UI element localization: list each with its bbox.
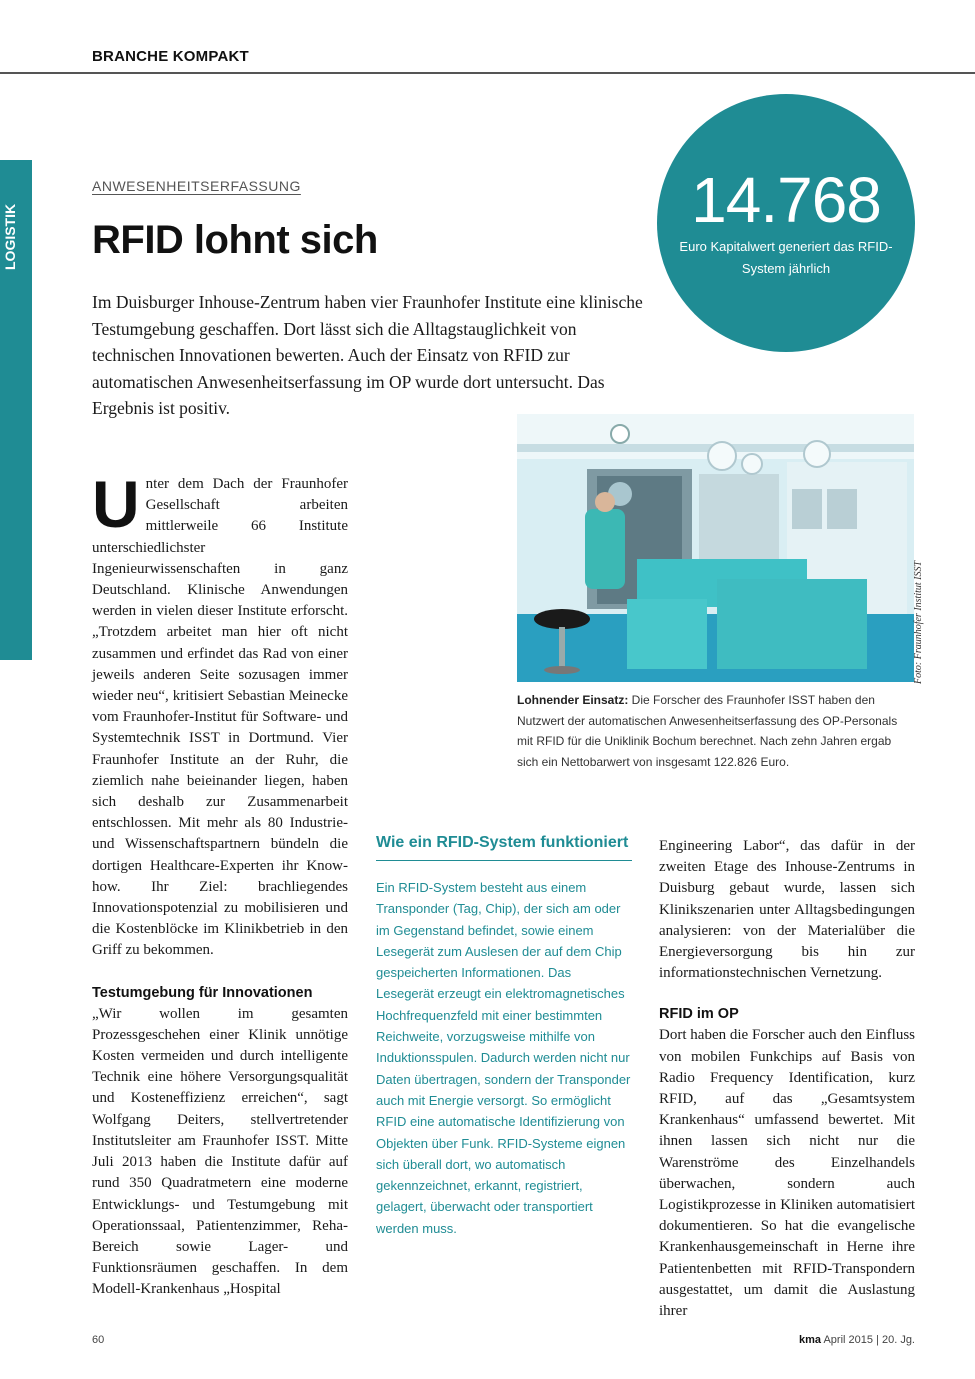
header-rule: [0, 72, 975, 74]
caption-lead: Lohnender Einsatz:: [517, 693, 629, 707]
dropcap: U: [92, 467, 140, 541]
article-kicker: ANWESENHEITSERFASSUNG: [92, 178, 301, 194]
page-number: 60: [92, 1334, 105, 1346]
infobox: [376, 834, 632, 1239]
footer-brand: kma: [798, 1334, 822, 1346]
photo-caption: [517, 690, 912, 772]
body-paragraph-3: Engineering Labor“, das dafür in der zweiten Etage des Inhouse-Zentrums in Duisburg gebaut wurde, lassen sich Klinikszenarien unter Alltagsbedingungen analysieren: von der Materialüber die Energieversorgung bis hin zur informationstechnischen Vernetzung.: [659, 838, 915, 982]
stat-circle: [657, 94, 915, 352]
article-lead: Im Duisburger Inhouse-Zentrum haben vier Fraunhofer Institute eine klinische Testumgebung geschaffen. Dort lässt sich die Alltagstauglichkeit von technischen Innovationen bewerten. Auch der Einsatz von RFID zur automatischen Anwesenheitserfassung im OP wurde dort untersucht. Das Ergebnis ist positiv.: [92, 292, 643, 418]
article-headline: RFID lohnt sich: [92, 218, 378, 262]
body-column-1: [92, 467, 348, 1301]
subhead-rfid-im-op: RFID im OP: [659, 1006, 739, 1023]
infobox-text: Ein RFID-System besteht aus einem Transponder (Tag, Chip), der sich am oder im Gegenstand befindet, sowie einem Lesegerät zum Auslesen der auf dem Chip gespeicherten Informationen. Das Lesegerät erzeugt ein elektromagnetisches Hochfrequenzfeld mit einer bestimmten Reichweite, vorzugsweise mithilfe von Induktionsspulen. Dadurch werden nicht nur Daten übertragen, sondern der Transponder auch mit Energie versorgt. So ermöglicht RFID eine automatische Identifizierung von Objekten über Funk. RFID-Systeme eignen sich überall dort, wo automatisch gekennzeichnet, erkannt, registriert, gelagert, überwacht oder transportiert werden muss.: [376, 880, 631, 1236]
caption-text: Die Forscher des Fraunhofer ISST haben den Nutzwert der automatischen Anwesenheitserfassung des OP-Personals mit RFID für die Uniklinik Bochum berechnet. Nach zehn Jahren ergab sich ein Nettobarwert von insgesamt 122.826 Euro.: [517, 693, 898, 769]
body-paragraph-1: nter dem Dach der Fraunhofer Gesellschaft arbeiten mittlerweile 66 Institute unterschiedlichster Ingenieurwissenschaften in ganz Deutschland. Klinische Anwendungen werden in vielen dieser Institute erforscht. „Trotzdem arbeitet man hier oft nicht zusammen und erfindet das Rad von einer jeweils anderen Seite sozusagen immer wieder neu“, kritisiert Sebastian Meinecke vom Fraunhofer-Institut für Software- und Systemtechnik ISST in Dortmund. Vier Fraunhofer Institute an der Ruhr, die ziemlich nahe beieinander liegen, haben sich deshalb zur Zusammenarbeit entschlossen. Mit mehr als 80 Industrie- und Wissenschaftspartnern bündeln die dortigen Healthcare-Experten ihr Know-how. Ihr Ziel: brachliegendes Innovationspotenzial zu mobilisieren und die Kostenblöcke im Klinikbetrieb in den Griff zu bekommen.: [92, 476, 348, 959]
body-paragraph-4: Dort haben die Forscher auch den Einfluss von mobilen Funkchips auf Basis von Radio Frequency Identification, kurz RFID, auf das „Gesamtsystem Krankenhaus“ umfassend bewertet. Mit ihnen lassen sich nicht nur die Warenströme des Einzelhandels überwachen, sondern auch Logistikprozesse in Kliniken automatisiert dokumentieren. So hat die evangelische Krankenhausgemeinschaft in Herne ihre Patientenbetten mit RFID-Transpondern ausgestattet, um damit die Auslastung ihrer: [659, 1027, 915, 1320]
subhead-testumgebung: Testumgebung für Innovationen: [92, 984, 313, 1001]
photo-credit: Foto: Fraunhofer Institut ISST: [913, 560, 924, 684]
body-paragraph-2: „Wir wollen im gesamten Prozessgeschehen einer Klinik unnötige Kosten vermeiden und durch intelligente Technik eine höhere Versorgungsqualität und Kosteneffizienz erreichen“, sagt Wolfgang Deiters, stellvertretender Institutsleiter am Fraunhofer ISST. Mitte Juli 2013 haben die Institute dafür auf rund 350 Quadratmetern eine moderne Entwicklungs- und Testumgebung mit Operationssaal, Patientenzimmer, Reha-Bereich sowie Lager- und Funktionsräumen geschaffen. In dem Modell-Krankenhaus „Hospital: [92, 1005, 348, 1298]
stat-number: 14.768: [691, 164, 881, 236]
side-tab-label: LOGISTIK: [2, 203, 18, 270]
stat-caption: Euro Kapitalwert generiert das RFID-System jährlich: [679, 239, 893, 276]
footer-issue: [799, 1334, 915, 1346]
operating-room-photo: [517, 414, 914, 682]
infobox-title: Wie ein RFID-System funktioniert: [376, 834, 632, 861]
footer-issue-text: April 2015 | 20. Jg.: [823, 1334, 915, 1346]
section-header: BRANCHE KOMPAKT: [92, 48, 249, 65]
side-section-tab: [0, 160, 32, 660]
body-column-3: [659, 836, 915, 1322]
